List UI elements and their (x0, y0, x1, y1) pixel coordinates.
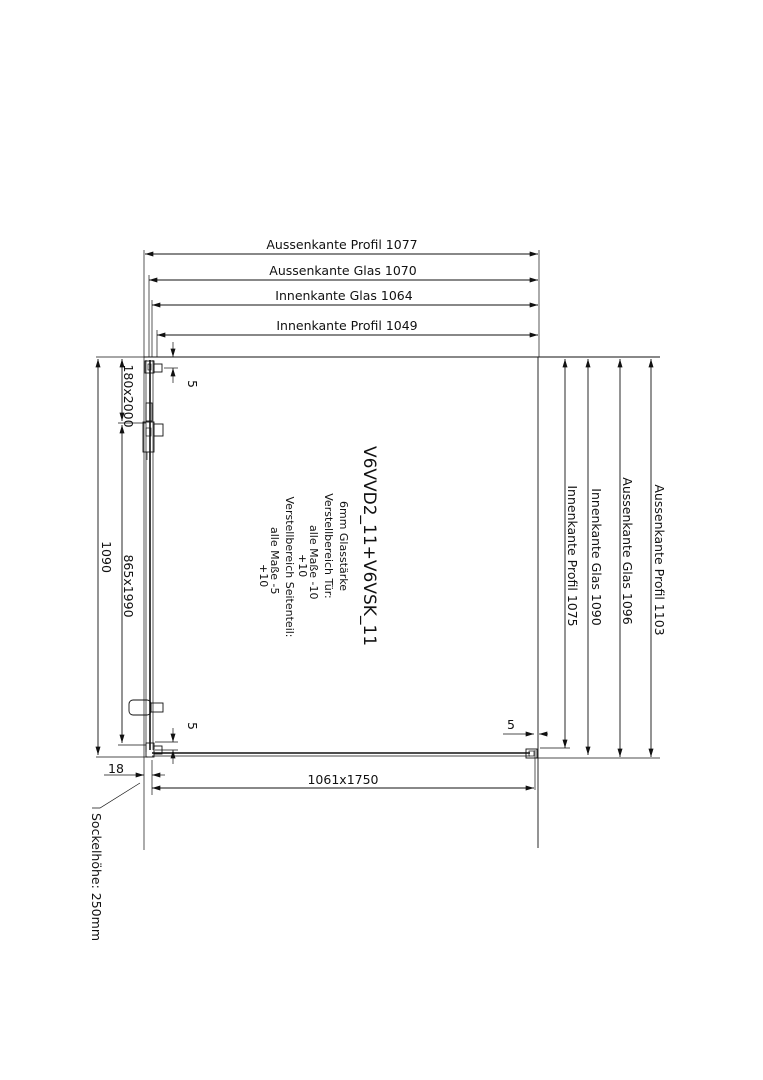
gap-label: 5 (507, 717, 515, 732)
note-line: +10 (296, 554, 309, 578)
note-line: Verstellbereich Seitenteil: (283, 496, 296, 638)
dim-innenkante-profil-top (157, 318, 538, 335)
dim-gap-right (503, 717, 548, 734)
dim-left-total (98, 359, 114, 755)
note-line: 6mm Glasstärke (337, 500, 350, 592)
gap-label: 5 (185, 380, 200, 388)
dim-aussenkante-profil-top (145, 237, 538, 254)
model-title: V6VVD2_11+V6VSK_11 (359, 445, 379, 647)
dim-right-aussenkante-profil (651, 359, 667, 757)
dim-aussenkante-glas-top (149, 263, 538, 280)
dim-label: Aussenkante Profil 1103 (652, 484, 667, 636)
gap-label: 5 (185, 722, 200, 730)
note-line: Verstellbereich Tür: (322, 493, 335, 599)
dim-left-door (118, 425, 146, 745)
dim-label: Innenkante Profil 1075 (565, 485, 580, 627)
dim-right-innenkante-profil (540, 359, 580, 748)
dim-label: Innenkante Glas 1090 (589, 488, 604, 626)
dim-label: 18 (108, 761, 124, 776)
dim-left-fixed (118, 359, 146, 428)
dim-bottom-offset (104, 761, 165, 776)
sockel-label: Sockelhöhe: 250mm (89, 813, 104, 941)
dim-label: 1090 (99, 541, 114, 573)
sockel-leader (89, 783, 140, 941)
dim-label: Aussenkante Glas 1070 (269, 263, 417, 278)
dim-label: 865x1990 (121, 554, 136, 618)
dim-bottom-side-panel (152, 760, 534, 795)
dim-innenkante-glas-top (152, 288, 538, 305)
dim-gap-top (154, 342, 200, 388)
dim-right-aussenkante-glas (620, 359, 635, 757)
dim-gap-bottom (155, 722, 200, 764)
dim-label: 1061x1750 (307, 772, 379, 787)
note-line: +10 (257, 564, 270, 588)
hinge-top (145, 361, 162, 373)
center-annotation (257, 446, 379, 646)
dim-label: Aussenkante Glas 1096 (620, 477, 635, 625)
dim-right-innenkante-glas (588, 359, 604, 755)
dim-label: Aussenkante Profil 1077 (266, 237, 418, 252)
note-line: alle Maße -5 (268, 527, 281, 595)
dim-label: Innenkante Profil 1049 (276, 318, 418, 333)
note-line: alle Maße -10 (307, 525, 320, 600)
dim-label: Innenkante Glas 1064 (275, 288, 413, 303)
dim-label: 180x2000 (121, 364, 136, 428)
